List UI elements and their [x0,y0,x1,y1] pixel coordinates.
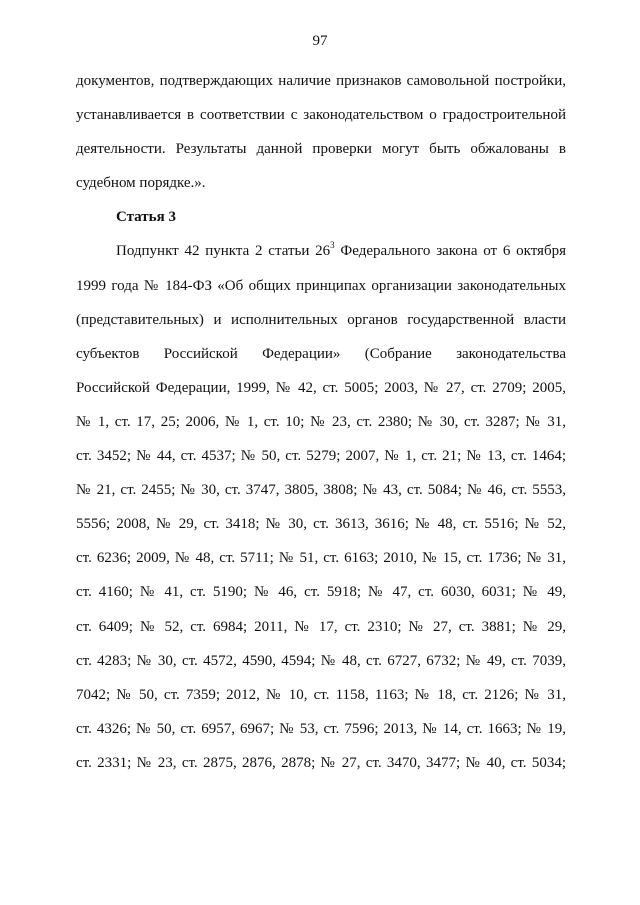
article-line: субъектов Российской Федерации» (Собрание законодательства [76,345,566,362]
article-line: (представительных) и исполнительных органов государственной власти [76,311,566,328]
article-line: ст. 2331; № 23, ст. 2875, 2876, 2878; № 27, ст. 3470, 3477; № 40, ст. 5034; [76,754,566,771]
article-line: ст. 6409; № 52, ст. 6984; 2011, № 17, ст. 2310; № 27, ст. 3881; № 29, [76,618,566,635]
intro-line: судебном порядке.». [76,175,206,192]
article-line: 1999 года № 184-ФЗ «Об общих принципах организации законодательных [76,277,566,294]
article-first-line [76,234,566,268]
page-number: 97 [312,33,328,49]
document-body [76,64,566,780]
article-line: ст. 4326; № 50, ст. 6957, 6967; № 53, ст. 7596; 2013, № 14, ст. 1663; № 19, [76,720,566,737]
article-line: ст. 3452; № 44, ст. 4537; № 50, ст. 5279; 2007, № 1, ст. 21; № 13, ст. 1464; [76,448,566,465]
superscript-number: 3 [330,240,335,251]
article-line: Российской Федерации, 1999, № 42, ст. 5005; 2003, № 27, ст. 2709; 2005, [76,379,566,396]
article-line: № 1, ст. 17, 25; 2006, № 1, ст. 10; № 23, ст. 2380; № 30, ст. 3287; № 31, [76,413,566,430]
intro-line: устанавливается в соответствии с законодательством о градостроительной [76,107,566,124]
article-first-line-text: Федерального закона от 6 октября [334,243,566,260]
article-first-line-text: Подпункт 42 пункта 2 статьи 26 [116,243,331,260]
intro-line: деятельности. Результаты данной проверки могут быть обжалованы в [76,141,566,158]
article-line: ст. 4160; № 41, ст. 5190; № 46, ст. 5918; № 47, ст. 6030, 6031; № 49, [76,584,566,601]
article-line: № 21, ст. 2455; № 30, ст. 3747, 3805, 3808; № 43, ст. 5084; № 46, ст. 5553, [76,482,566,499]
article-heading: Статья 3 [116,209,176,226]
article-line: 7042; № 50, ст. 7359; 2012, № 10, ст. 1158, 1163; № 18, ст. 2126; № 31, [76,686,566,703]
article-line: ст. 4283; № 30, ст. 4572, 4590, 4594; № 48, ст. 6727, 6732; № 49, ст. 7039, [76,652,566,669]
article-line: ст. 6236; 2009, № 48, ст. 5711; № 51, ст. 6163; 2010, № 15, ст. 1736; № 31, [76,550,566,567]
intro-line: документов, подтверждающих наличие признаков самовольной постройки, [76,73,566,89]
article-line: 5556; 2008, № 29, ст. 3418; № 30, ст. 3613, 3616; № 48, ст. 5516; № 52, [76,516,566,533]
